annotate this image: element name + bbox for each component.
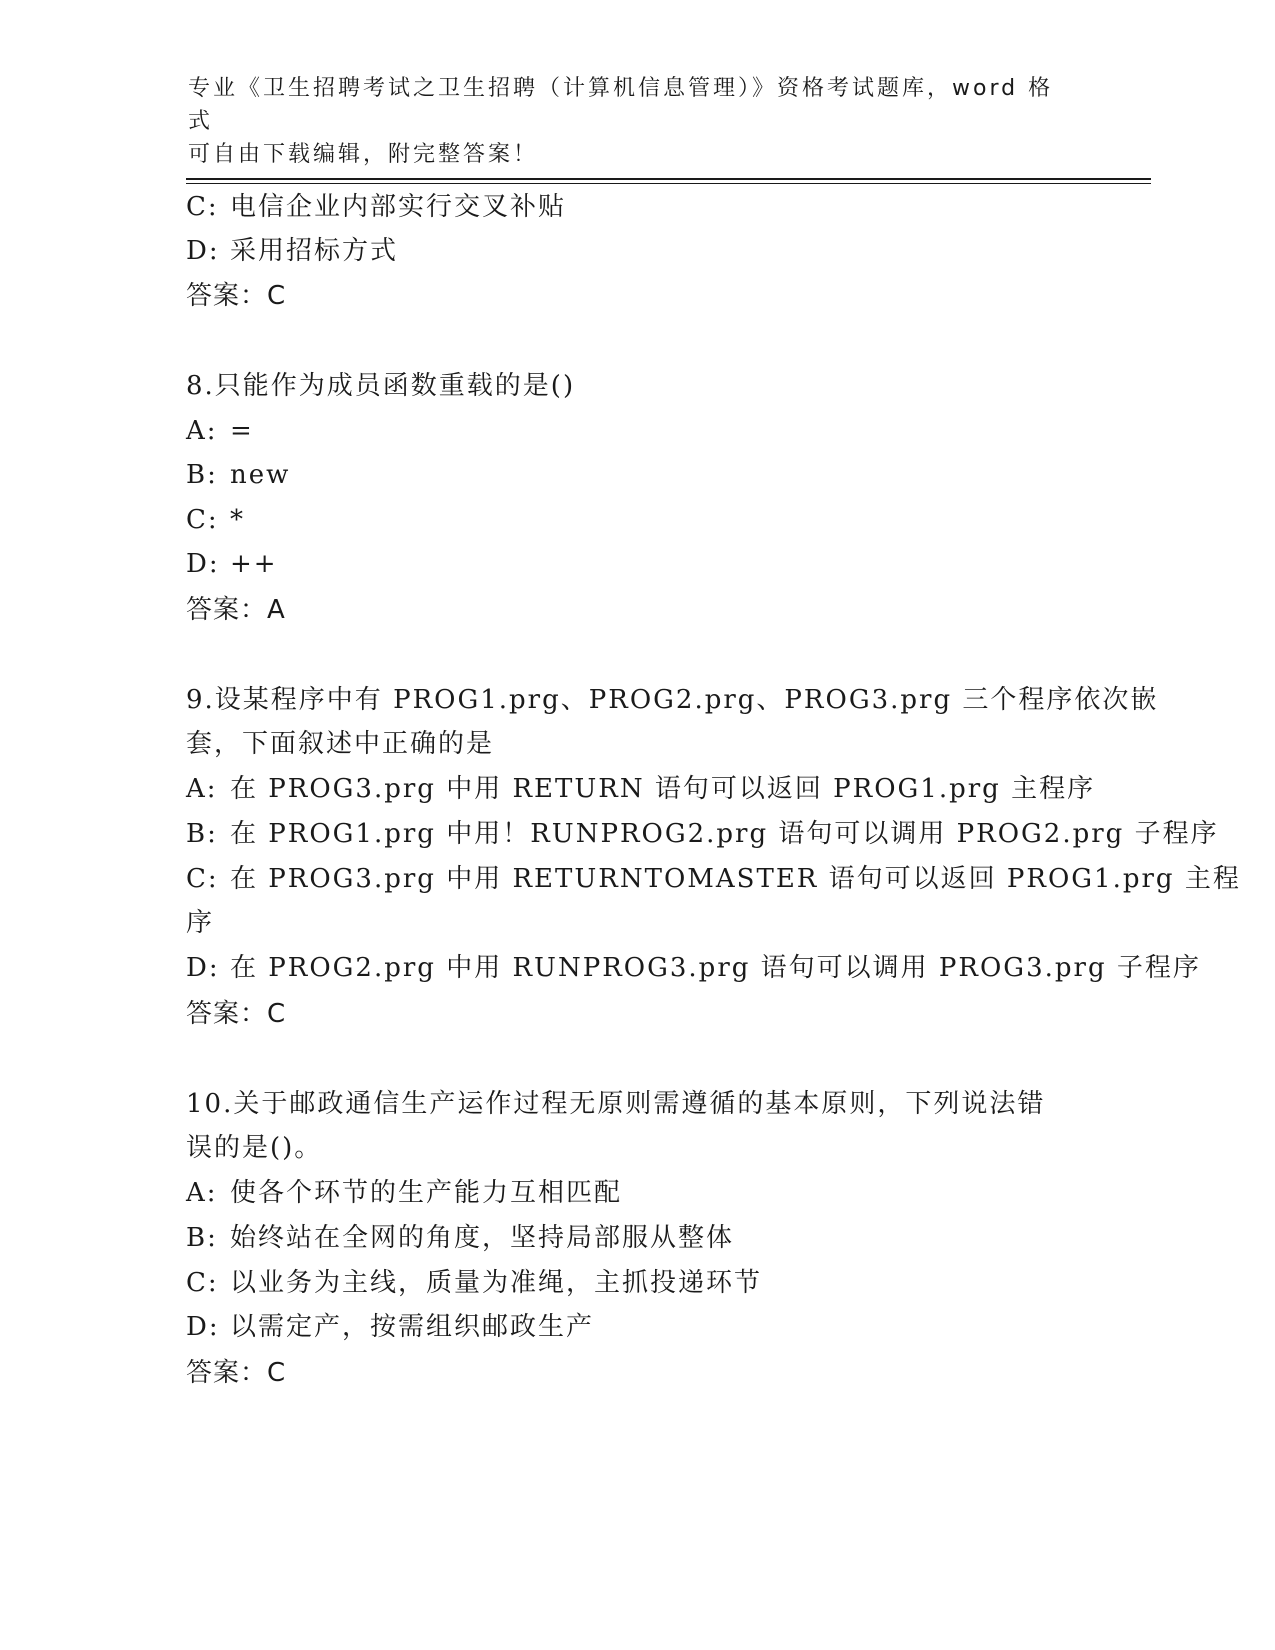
option-label: C: (186, 1268, 219, 1298)
option-label: D: (186, 953, 220, 983)
option-label: A: (186, 774, 218, 804)
header-line-2: 可自由下载编辑，附完整答案！ (188, 142, 539, 167)
q10-question-line-1: 10.关于邮政通信生产运作过程无原则需遵循的基本原则，下列说法错 (186, 1089, 1046, 1119)
option-text: 始终站在全网的角度，坚持局部服从整体 (230, 1223, 735, 1253)
option-text: 采用招标方式 (230, 236, 399, 266)
q10-option-a (186, 1176, 622, 1210)
option-label: C: (186, 864, 219, 894)
option-label: D: (186, 1312, 220, 1342)
option-label: B: (186, 819, 218, 849)
q7-option-c (186, 190, 566, 224)
q8-answer: 答案：A (186, 595, 286, 625)
q8-question: 8.只能作为成员函数重载的是() (186, 371, 576, 401)
option-label: C: (186, 505, 219, 535)
q9-option-a (186, 772, 1095, 806)
option-text: 在 PROG3.prg 中用 RETURNTOMASTER 语句可以返回 PROG1.prg 主程 (230, 864, 1241, 894)
option-text: * (230, 505, 245, 535)
option-text: 在 PROG1.prg 中用！RUNPROG2.prg 语句可以调用 PROG2.prg 子程序 (230, 819, 1219, 849)
option-text: 在 PROG2.prg 中用 RUNPROG3.prg 语句可以调用 PROG3.prg 子程序 (230, 953, 1201, 983)
q10-question-line-2: 误的是()。 (186, 1133, 323, 1163)
q10-option-b (186, 1221, 734, 1255)
header-line-1: 专业《卫生招聘考试之卫生招聘（计算机信息管理）》资格考试题库，word 格式 (188, 76, 1054, 134)
q9-question-line-1: 9.设某程序中有 PROG1.prg、PROG2.prg、PROG3.prg 三个程序依次嵌 (186, 685, 1159, 715)
q9-option-c (186, 862, 1241, 896)
option-label: A: (186, 1178, 218, 1208)
option-label: A: (186, 416, 218, 446)
q9-option-c-continued: 序 (186, 908, 215, 938)
q9-question-line-2: 套，下面叙述中正确的是 (186, 729, 495, 759)
document-header (188, 72, 1068, 171)
q7-answer: 答案：C (186, 281, 287, 311)
q8-option-a (186, 414, 254, 448)
q9-option-d (186, 951, 1201, 985)
q9-answer: 答案：C (186, 999, 287, 1029)
q8-option-b (186, 458, 290, 492)
header-divider-thick (186, 178, 1151, 180)
option-label: C: (186, 192, 219, 222)
q7-option-d (186, 234, 398, 268)
option-text: ++ (230, 549, 278, 579)
option-label: B: (186, 460, 218, 490)
header-divider-thin (186, 183, 1151, 184)
q10-answer: 答案：C (186, 1358, 287, 1388)
q10-option-d (186, 1310, 594, 1344)
option-text: 电信企业内部实行交叉补贴 (230, 192, 567, 222)
q8-option-c (186, 503, 245, 537)
option-text: 在 PROG3.prg 中用 RETURN 语句可以返回 PROG1.prg 主程序 (230, 774, 1096, 804)
q8-option-d (186, 547, 278, 581)
q10-option-c (186, 1266, 762, 1300)
option-text: = (230, 416, 254, 446)
option-text: 使各个环节的生产能力互相匹配 (230, 1178, 623, 1208)
option-text: 以需定产，按需组织邮政生产 (230, 1312, 595, 1342)
option-text: new (230, 460, 291, 490)
option-text: 以业务为主线，质量为准绳，主抓投递环节 (230, 1268, 763, 1298)
q9-option-b (186, 817, 1219, 851)
option-label: D: (186, 236, 220, 266)
option-label: D: (186, 549, 220, 579)
option-label: B: (186, 1223, 218, 1253)
